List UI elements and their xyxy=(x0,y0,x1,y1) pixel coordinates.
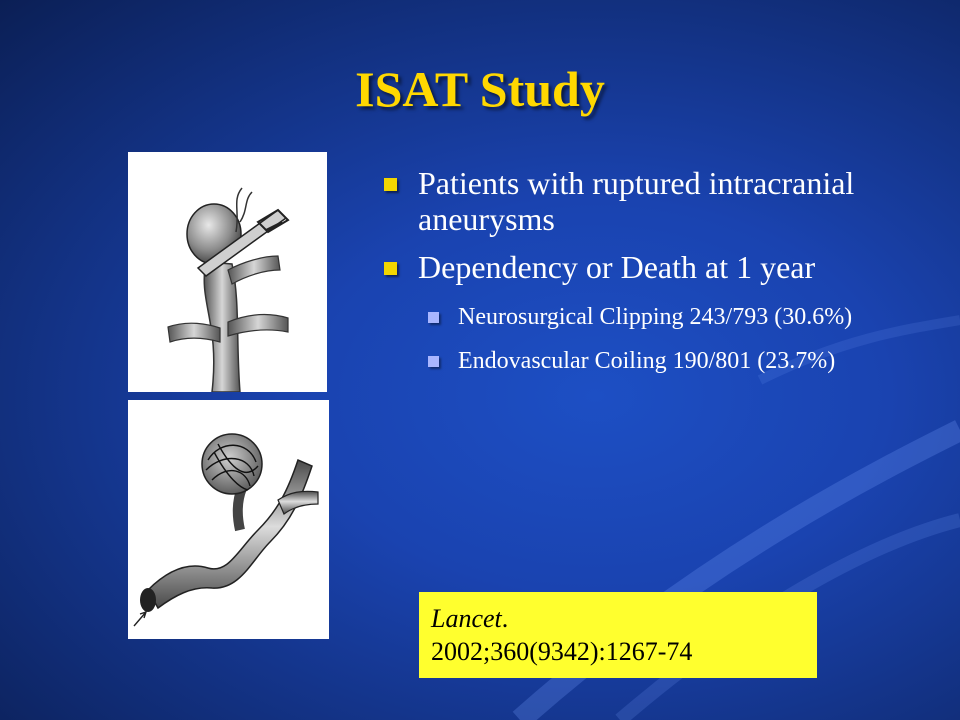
sub-bullet-clipping: Neurosurgical Clipping 243/793 (30.6%) xyxy=(428,303,860,331)
bullet-list xyxy=(380,165,860,391)
citation-details: 2002;360(9342):1267-74 xyxy=(431,637,693,666)
aneurysm-coil-illustration-icon xyxy=(128,400,329,639)
aneurysm-clip-image xyxy=(128,152,327,392)
citation-box: Lancet. 2002;360(9342):1267-74 xyxy=(419,592,817,678)
aneurysm-coil-image xyxy=(128,400,329,639)
slide-title: ISAT Study xyxy=(355,61,605,117)
aneurysm-clip-illustration-icon xyxy=(128,152,327,392)
citation-journal: Lancet xyxy=(431,604,502,633)
bullet-dependency-or-death: Dependency or Death at 1 year xyxy=(380,249,860,285)
bullet-patients: Patients with ruptured intracranial aneurysms xyxy=(380,165,860,237)
sub-bullet-coiling: Endovascular Coiling 190/801 (23.7%) xyxy=(428,347,860,375)
